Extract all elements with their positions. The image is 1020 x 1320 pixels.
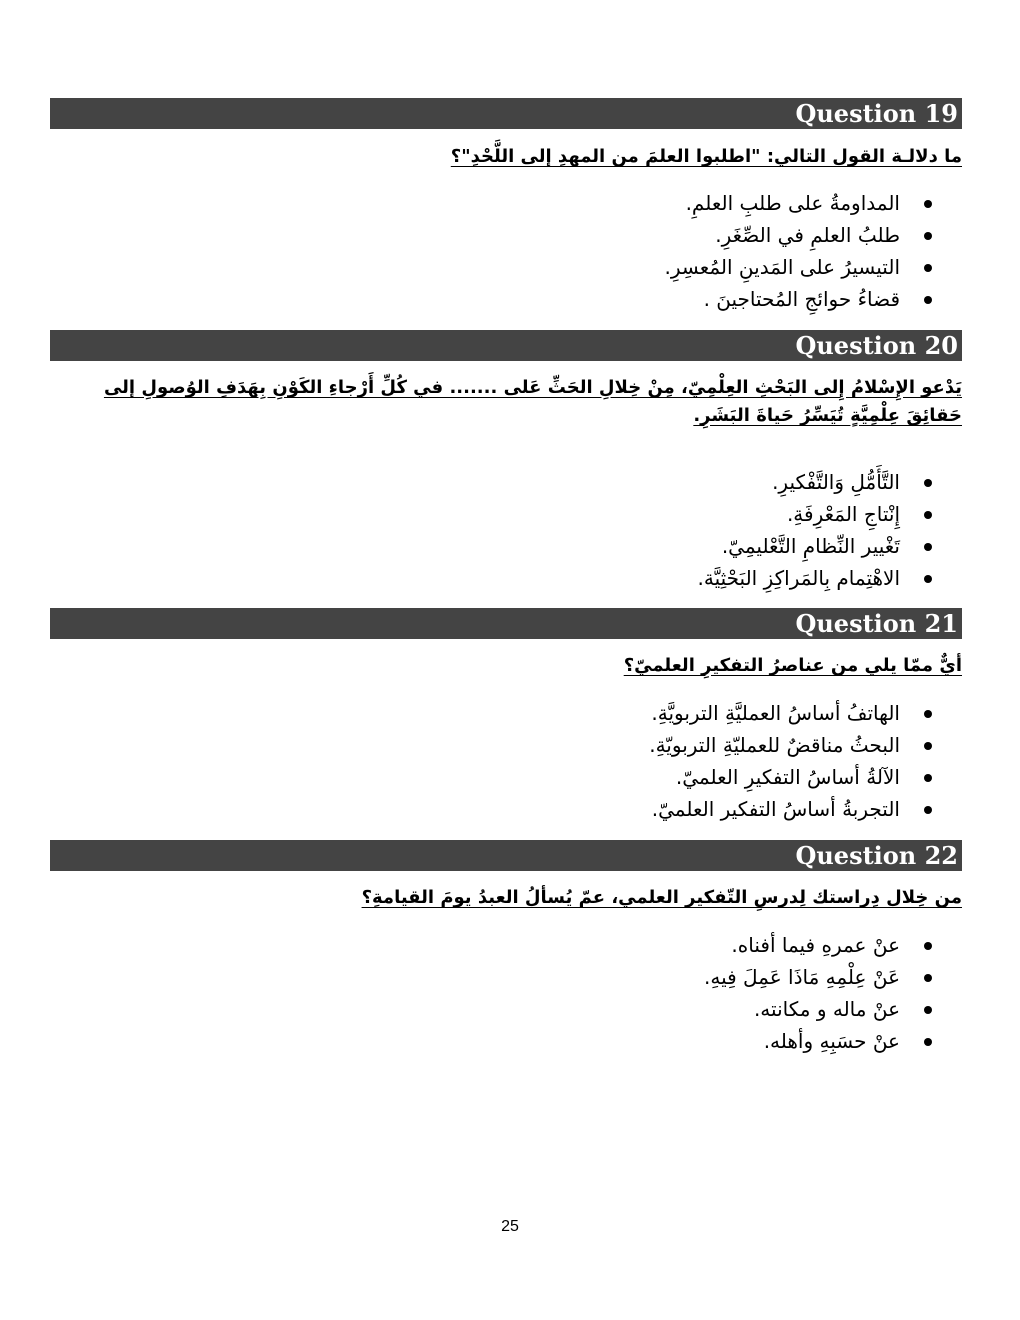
bullet-icon	[924, 1038, 932, 1046]
question-19-stem: ما دلالـة القول التالي: "اطلبوا العلمَ من المهدِ إلى اللَّحْدِ"؟	[450, 146, 962, 167]
bullet-icon	[924, 1006, 932, 1014]
bullet-icon	[924, 942, 932, 950]
option-text: التَّأَمُّلِ وَالتَّفْكيرِ.	[772, 470, 900, 494]
question-20-stem: يَدْعو الإِسْلامُ إِلى البَحْثِ العِلْمِيّ، مِنْ خِلالِ الحَثِّ عَلى ....... في كُلِّ أَرْجاءِ الكَوْنِ بِهَدَفِ الوُصولِ إلى حَقائِقَ عِلْمِيَّةٍ تُيَسِّرُ حَياةَ البَشَرِ.	[103, 377, 962, 426]
question-20-header	[50, 330, 962, 361]
option-text: الاهْتِمام بِالمَراكِزِ البَحْثِيَّة.	[697, 566, 900, 590]
question-title: Question 21	[795, 609, 958, 638]
bullet-icon	[924, 974, 932, 982]
option[interactable]	[649, 729, 900, 761]
bullet-icon	[924, 511, 932, 519]
option-text: عنْ ماله و مكانته.	[753, 997, 900, 1021]
option-text: عَنْ عِلْمِهِ مَاذَا عَمِلَ فِيهِ.	[703, 965, 900, 989]
question-22-header	[50, 840, 962, 871]
page-number: 25	[501, 1218, 519, 1235]
option[interactable]	[664, 187, 900, 219]
question-title: Question 22	[795, 841, 958, 870]
bullet-icon	[924, 575, 932, 583]
question-22-options	[704, 929, 900, 1057]
question-19-options	[664, 187, 900, 315]
option[interactable]	[664, 283, 900, 315]
option[interactable]	[649, 761, 900, 793]
option[interactable]	[704, 929, 900, 961]
bullet-icon	[924, 806, 932, 814]
option[interactable]	[649, 697, 900, 729]
bullet-icon	[924, 232, 932, 240]
option-text: الآلةُ أساسُ التفكيرِ العلميّ.	[675, 765, 900, 789]
option[interactable]	[704, 961, 900, 993]
question-20-options	[697, 466, 900, 594]
option[interactable]	[704, 993, 900, 1025]
bullet-icon	[924, 742, 932, 750]
question-21-header	[50, 608, 962, 639]
bullet-icon	[924, 200, 932, 208]
option-text: المداومةُ على طلبِ العلمِ.	[685, 191, 900, 215]
option-text: عنْ حسَبِهِ وأهله.	[763, 1029, 900, 1053]
bullet-icon	[924, 543, 932, 551]
question-21-options	[649, 697, 900, 825]
option[interactable]	[697, 530, 900, 562]
option-text: البحثُ مناقضٌ للعمليّةِ التربويّةِ.	[649, 733, 900, 757]
option[interactable]	[664, 219, 900, 251]
option-text: قضاءُ حوائجِ المُحتاجينَ .	[703, 287, 900, 311]
bullet-icon	[924, 479, 932, 487]
option[interactable]	[697, 498, 900, 530]
question-22-stem: من خِلال دِراستك لِدرسِ التّفكير العلمي، عمّ يُسألُ العبدُ يومَ القيامةِ؟	[361, 887, 962, 908]
bullet-icon	[924, 774, 932, 782]
question-19-header	[50, 98, 962, 129]
option[interactable]	[664, 251, 900, 283]
option[interactable]	[704, 1025, 900, 1057]
option-text: تَغْيير النِّظامِ التَّعْليمِيّ.	[721, 534, 900, 558]
option-text: طلبُ العلمِ في الصِّغَرِ.	[715, 223, 900, 247]
option[interactable]	[697, 562, 900, 594]
option-text: التيسيرُ على المَدينِ المُعسِرِ.	[664, 255, 900, 279]
option-text: التجربةُ أساسُ التفكير العلميّ.	[651, 797, 900, 821]
option-text: إِنْتاجِ المَعْرِفَةِ.	[786, 502, 900, 526]
option[interactable]	[697, 466, 900, 498]
question-title: Question 20	[795, 331, 958, 360]
question-title: Question 19	[795, 99, 958, 128]
question-21-stem: أيٌّ ممّا يلي من عناصرُ التفكيرِ العلميّ؟	[623, 655, 962, 676]
option[interactable]	[649, 793, 900, 825]
option-text: عنْ عمرهِ فيما أفناه.	[731, 933, 900, 957]
option-text: الهاتفُ أساسُ العمليَّةِ التربويَّةِ.	[651, 701, 900, 725]
bullet-icon	[924, 264, 932, 272]
bullet-icon	[924, 710, 932, 718]
bullet-icon	[924, 296, 932, 304]
